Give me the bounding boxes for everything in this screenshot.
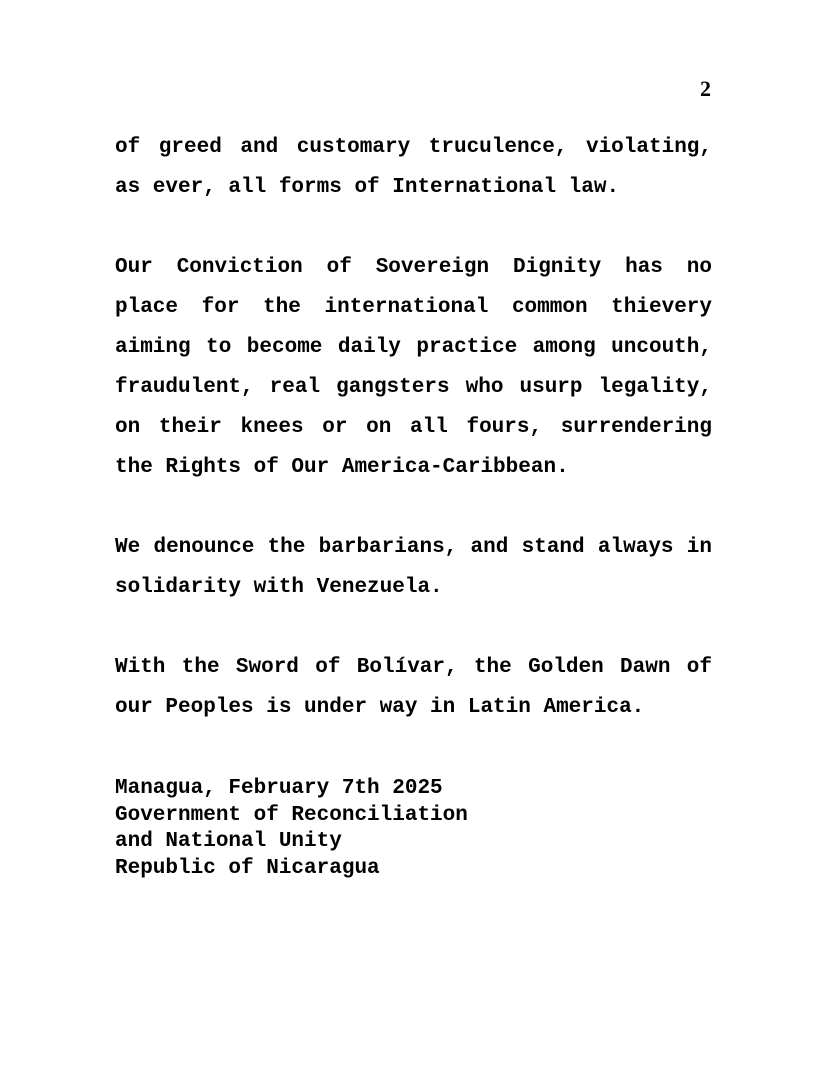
signature-block — [115, 776, 468, 882]
paragraph-3: We denounce the barbarians, and stand always in solidarity with Venezuela. — [115, 536, 712, 599]
paragraph-4: With the Sword of Bolívar, the Golden Dawn of our Peoples is under way in Latin America. — [115, 656, 712, 719]
page-number: 2 — [700, 76, 711, 101]
paragraph-1: of greed and customary truculence, violating, as ever, all forms of International law. — [115, 136, 712, 199]
paragraph-2: Our Conviction of Sovereign Dignity has no place for the international common thievery aiming to become daily practice among uncouth, fraudulent, real gangsters who usurp legality, on their knees or on all fours, surrendering the Rights of Our America-Caribbean. — [115, 256, 712, 479]
signatory-line-1: Government of Reconciliation — [115, 803, 468, 827]
place-date: Managua, February 7th 2025 — [115, 777, 443, 800]
document-body — [115, 128, 712, 728]
signatory-line-2: and National Unity — [115, 830, 342, 853]
signatory-line-3: Republic of Nicaragua — [115, 856, 380, 880]
